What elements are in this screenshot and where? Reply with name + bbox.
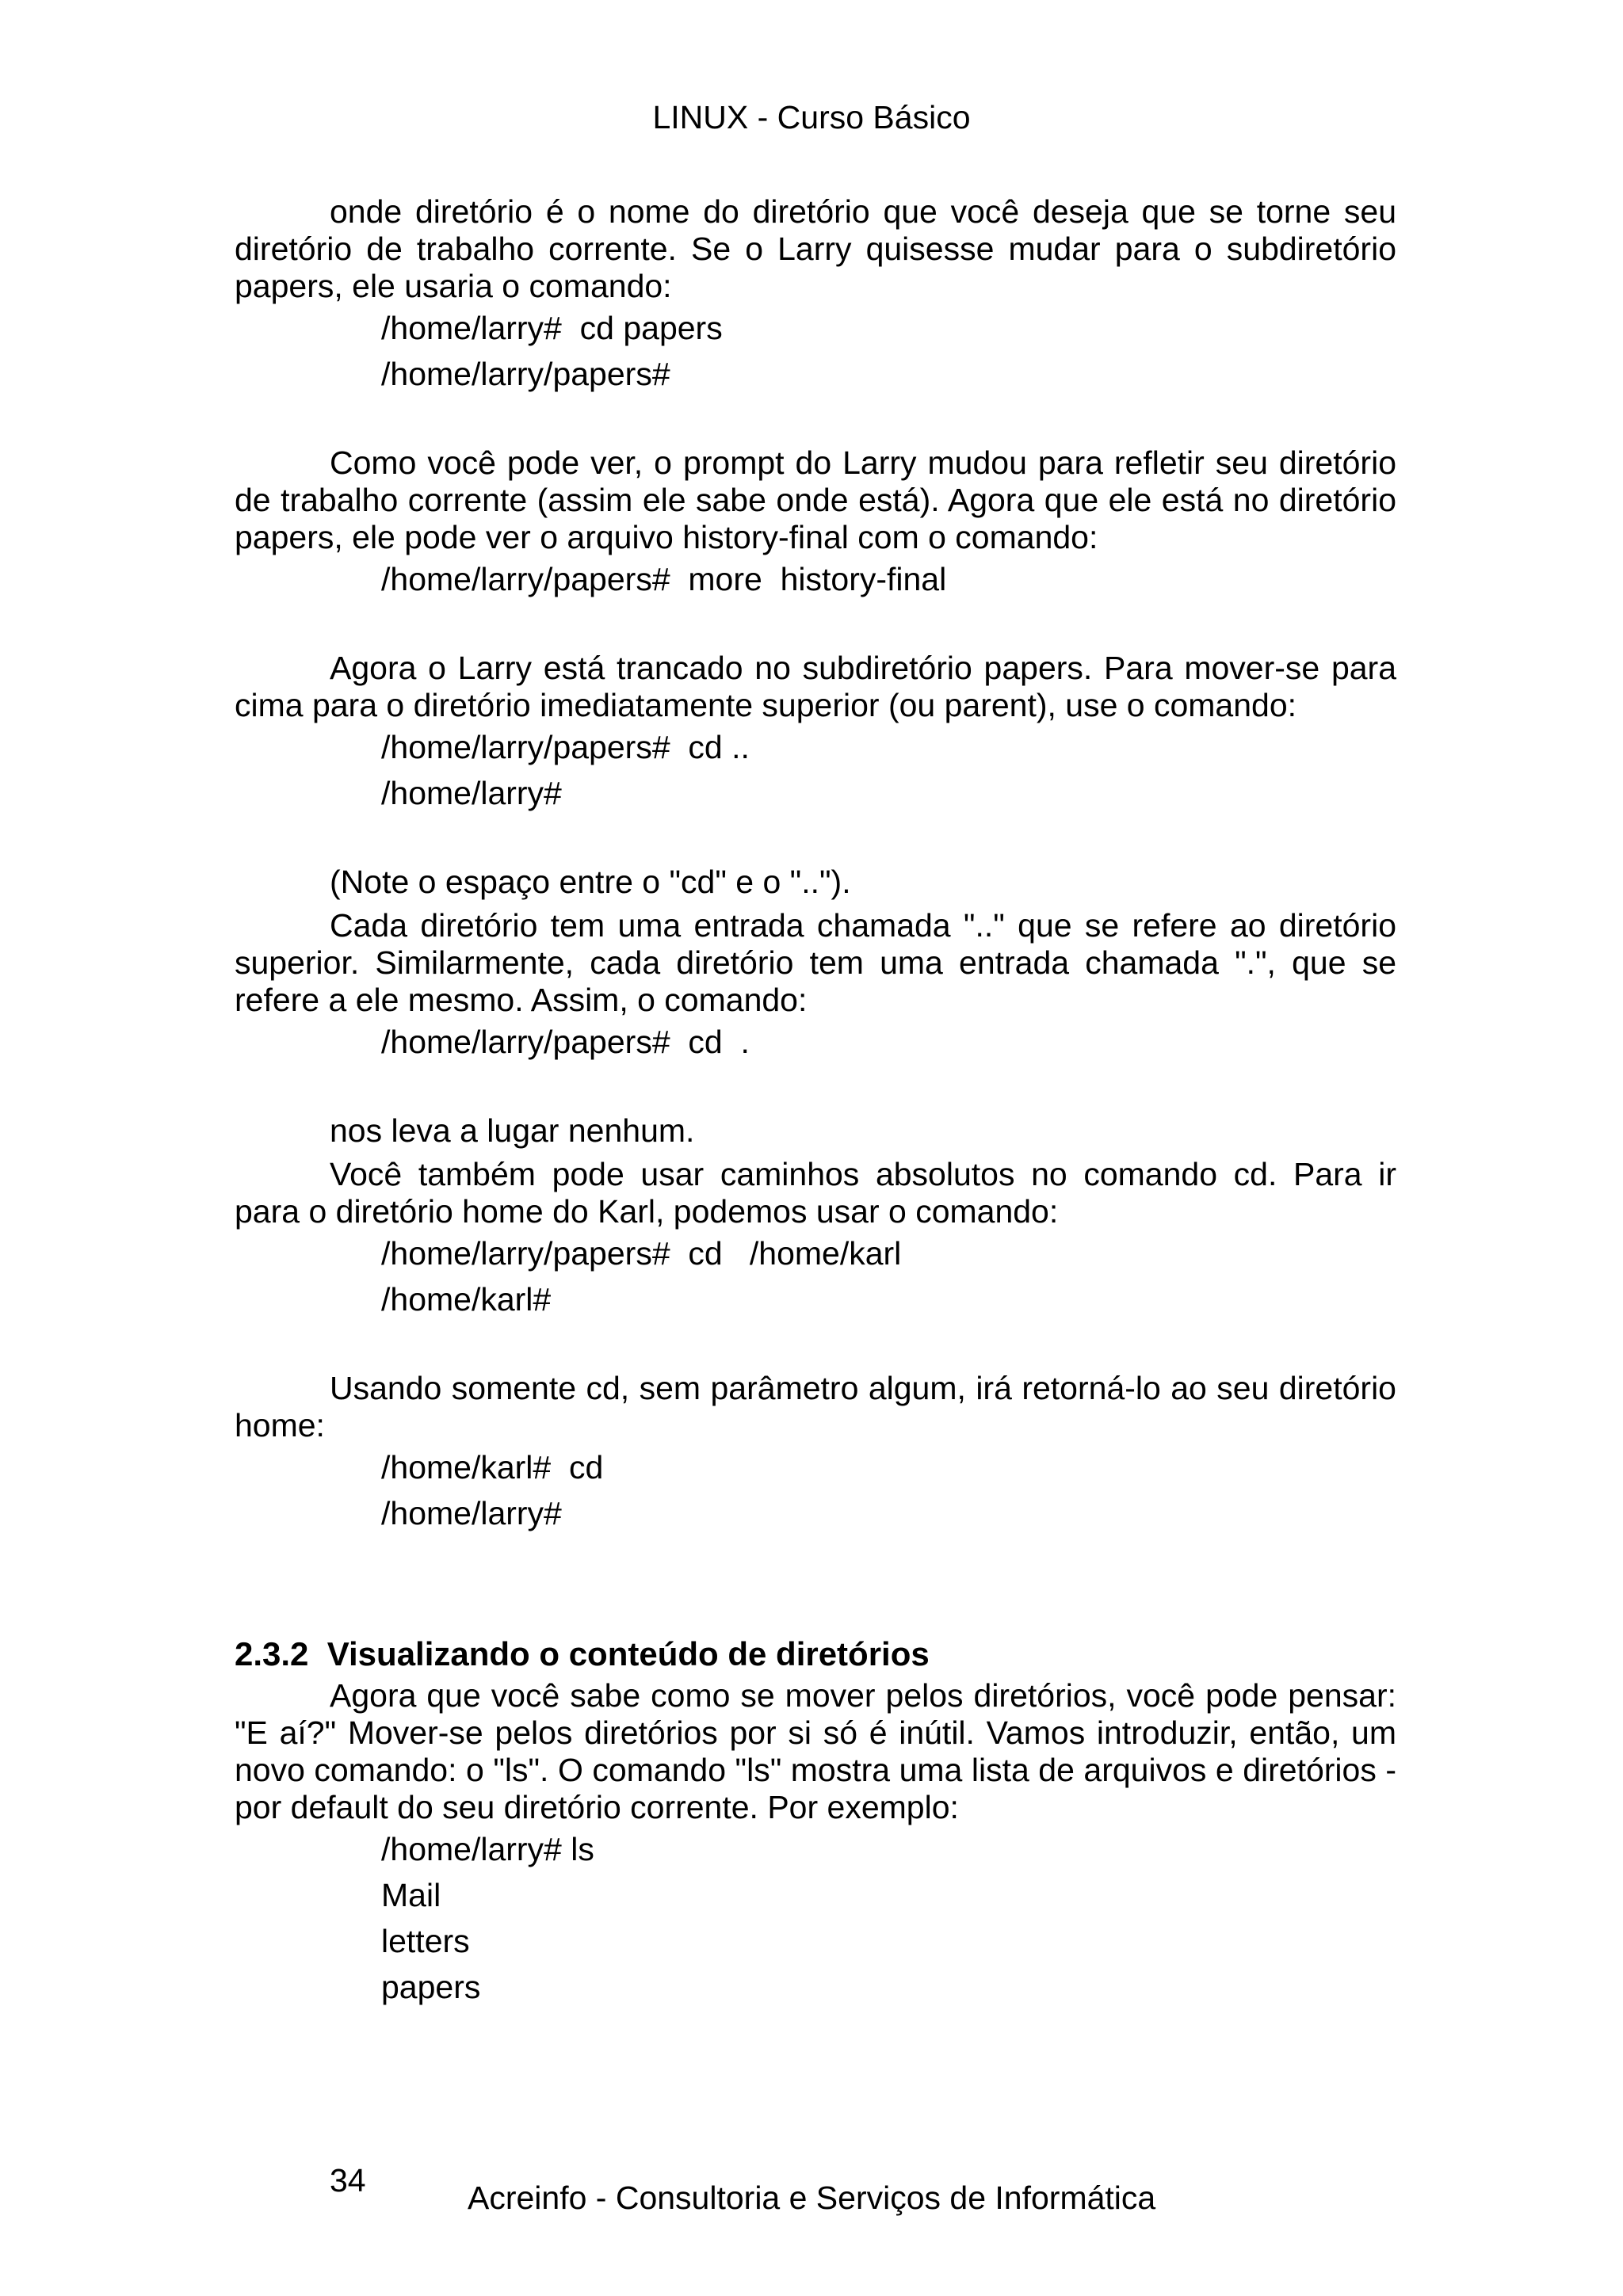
command-output-line: Mail: [381, 1877, 441, 1913]
paragraph: Agora que você sabe como se mover pelos diretórios, você pode pensar: "E aí?" Mover-se pelos diretórios por si só é inútil. Vamos introduzir, então, um novo comando: o "ls". O comando "ls" mostra uma lista de arquivos e diretórios - por default do seu diretório corrente. Por exemplo:: [235, 1677, 1396, 1825]
paragraph: (Note o espaço entre o "cd" e o "..").: [330, 864, 851, 900]
page-content: [235, 193, 1396, 2010]
spacer: [235, 1536, 1396, 1631]
spacer: [235, 1150, 1396, 1156]
command-line: /home/larry/papers# more history-final: [381, 561, 947, 597]
command-line: /home/larry/papers#: [381, 356, 670, 392]
page-number: 34: [330, 2162, 366, 2199]
section-heading: 2.3.2 Visualizando o conteúdo de diretórios: [235, 1635, 930, 1672]
spacer: [235, 816, 1396, 864]
spacer: [235, 397, 1396, 444]
paragraph: Como você pode ver, o prompt do Larry mudou para refletir seu diretório de trabalho corrente (assim ele sabe onde está). Agora que ele está no diretório papers, ele pode ver o arquivo history-final com o comando:: [235, 444, 1396, 555]
spacer: [235, 901, 1396, 907]
command-line: /home/larry/papers# cd ..: [381, 729, 750, 765]
command-line: /home/karl# cd: [381, 1449, 604, 1486]
paragraph: Você também pode usar caminhos absolutos no comando cd. Para ir para o diretório home do Karl, podemos usar o comando:: [235, 1156, 1396, 1230]
paragraph: onde diretório é o nome do diretório que você deseja que se torne seu diretório de trabalho corrente. Se o Larry quisesse mudar para o subdiretório papers, ele usaria o comando:: [235, 193, 1396, 304]
command-output-line: letters: [381, 1923, 470, 1959]
command-line: /home/karl#: [381, 1281, 552, 1318]
paragraph: Cada diretório tem uma entrada chamada ".." que se refere ao diretório superior. Similarmente, cada diretório tem uma entrada chamada ".", que se refere a ele mesmo. Assim, o comando:: [235, 907, 1396, 1018]
spacer: [235, 602, 1396, 650]
page-header: LINUX - Curso Básico: [652, 99, 971, 135]
command-line: /home/larry# cd papers: [381, 310, 723, 346]
command-line: /home/larry#: [381, 1495, 562, 1531]
spacer: [235, 1065, 1396, 1112]
command-line: /home/larry/papers# cd /home/karl: [381, 1235, 902, 1272]
command-line: /home/larry#: [381, 775, 562, 811]
paragraph: Agora o Larry está trancado no subdiretório papers. Para mover-se para cima para o diretório imediatamente superior (ou parent), use o comando:: [235, 650, 1396, 723]
command-output-line: papers: [381, 1969, 481, 2005]
paragraph: Usando somente cd, sem parâmetro algum, irá retorná-lo ao seu diretório home:: [235, 1370, 1396, 1444]
page-footer: Acreinfo - Consultoria e Serviços de Informática: [468, 2180, 1156, 2216]
command-line: /home/larry# ls: [381, 1831, 594, 1867]
spacer: [235, 1322, 1396, 1370]
paragraph: nos leva a lugar nenhum.: [330, 1112, 695, 1149]
command-line: /home/larry/papers# cd .: [381, 1024, 750, 1060]
